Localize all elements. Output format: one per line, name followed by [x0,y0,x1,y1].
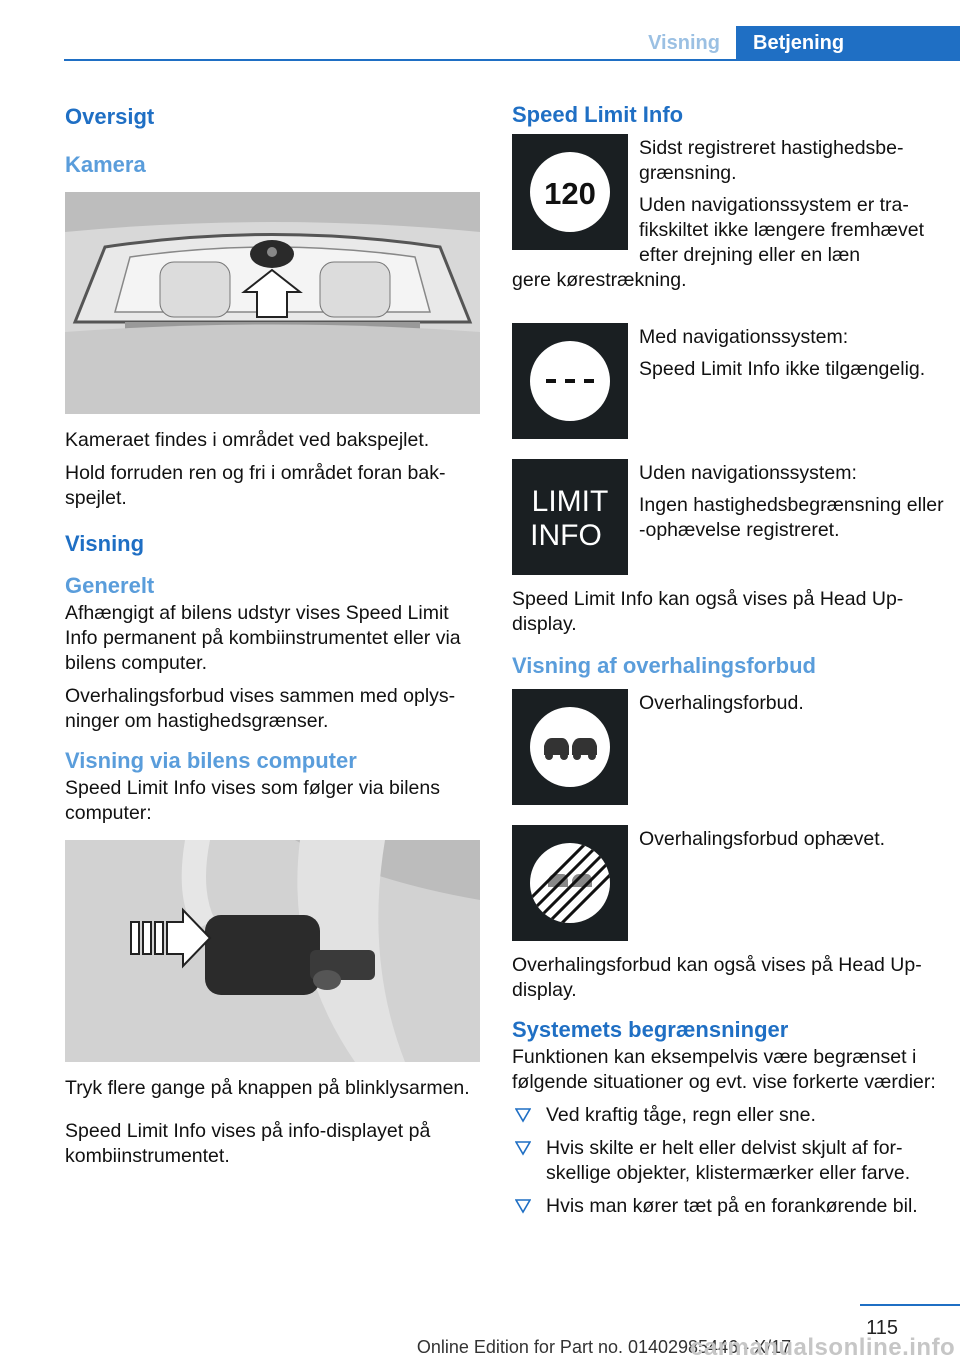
begraensninger-paragraph: Funktionen kan eksempelvis være begrænset i følgende situationer og evt. vise forkerte værdier: [512,1046,936,1093]
list-item-text: Ved kraftig tåge, regn eller sne. [546,1104,816,1126]
limit-info-icon [512,459,628,575]
limitations-list [512,1103,944,1219]
sign-120-text: 120 [544,176,596,211]
heading-speed-limit-info: Speed Limit Info [512,102,684,127]
sign-limit-line2: INFO [530,519,602,552]
generelt-paragraph-1: Afhængigt af bilens udstyr vises Speed Limit Info permanent på kombiinstrumentet eller via bilens computer. [65,602,461,674]
heading-generelt: Generelt [65,573,155,598]
overhal-paragraph-2: Overhalingsforbud ophævet. [639,828,886,850]
heading-overhalingsforbud: Visning af overhalingsforbud [512,653,816,678]
triangle-bullet-icon [515,1106,531,1124]
sli-row-limit-info [512,459,944,575]
tab-betjening[interactable]: Betjening [736,26,960,61]
list-item-text: Hvis man kører tæt på en forankørende bil. [546,1195,918,1217]
via-computer-paragraph-1: Speed Limit Info vises som følger via bilens computer: [65,777,440,824]
overhal-paragraph-1: Overhalingsforbud. [639,692,804,714]
overhal-row-1 [512,689,944,805]
headup-paragraph-2: Overhalingsforbud kan også vises på Head Up-display. [512,954,922,1001]
overhal-row-2 [512,825,944,941]
sli-limit-paragraph-2: Ingen hastighedsbegrænsning eller -ophævelse registreret. [639,494,944,541]
sli-dash-paragraph-2: Speed Limit Info ikke tilgængelig. [639,358,926,380]
end-no-overtaking-icon [512,825,628,941]
sli-120-paragraph-3: gere kørestrækning. [512,269,687,291]
triangle-bullet-icon [515,1197,531,1215]
triangle-bullet-icon [515,1139,531,1157]
no-limit-dash-icon [512,323,628,439]
list-item [512,1194,944,1219]
edition-text: Online Edition for Part no. 01402985446 - X/17 [416,1337,792,1357]
sli-row-120 [512,134,944,268]
heading-via-computer: Visning via bilens computer [65,748,357,773]
sli-limit-paragraph-1: Uden navigationssystem: [639,462,857,484]
via-computer-paragraph-3: Speed Limit Info vises på info-displayet på kombiinstrumentet. [65,1120,431,1167]
sign-limit-line1: LIMIT [531,485,609,518]
sli-dash-paragraph-1: Med navigationssystem: [639,326,849,348]
heading-visning: Visning [65,531,145,556]
headup-paragraph-1: Speed Limit Info kan også vises på Head Up-display. [512,588,904,635]
via-computer-paragraph-2: Tryk flere gange på knappen på blinklysarmen. [65,1077,470,1099]
sli-row-dash [512,323,944,439]
left-column [65,100,480,1177]
page-number: 115 [866,1317,898,1339]
list-item [512,1136,944,1186]
list-item-text: Hvis skilte er helt eller delvist skjult af forskellige objekter, klistermærker eller farve. [546,1137,911,1184]
right-column [512,100,944,1227]
camera-windshield-image [65,192,480,414]
kamera-paragraph-2: Hold forruden ren og fri i området foran bakspejlet. [65,462,446,509]
sli-120-paragraph-1: Sidst registreret hastighedsbegrænsning. [639,137,904,184]
heading-oversigt: Oversigt [65,104,155,129]
kamera-paragraph-1: Kameraet findes i området ved bakspejlet. [65,429,430,451]
no-overtaking-icon [512,689,628,805]
list-item [512,1103,944,1128]
header-rule [64,59,960,61]
speed-limit-120-icon [512,134,628,250]
heading-begraensninger: Systemets begrænsninger [512,1017,789,1042]
generelt-paragraph-2: Overhalingsforbud vises sammen med oplysninger om hastighedsgrænser. [65,685,456,732]
tab-visning[interactable]: Visning [648,32,720,54]
watermark: carmanualsonline.info [690,1334,956,1361]
heading-kamera: Kamera [65,152,146,177]
turn-signal-lever-image [65,840,480,1062]
sli-120-paragraph-2: Uden navigationssystem er trafikskiltet ikke længere fremhævet efter drejning eller en læn [639,194,925,266]
footer-rule [860,1304,960,1306]
